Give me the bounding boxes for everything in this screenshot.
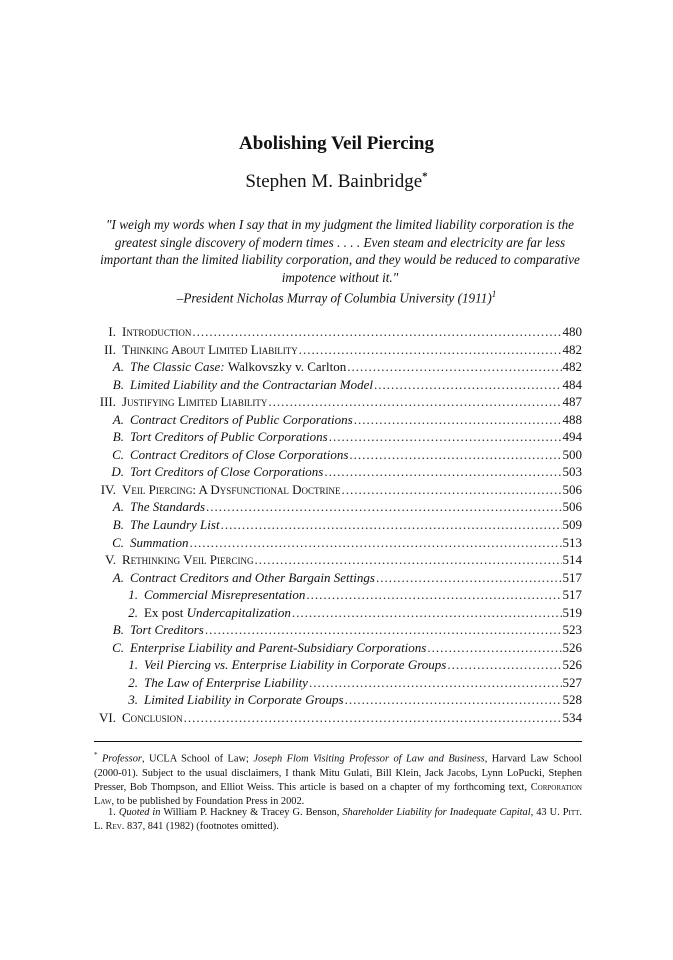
toc-entry-page: 488 (562, 411, 582, 427)
toc-entry-title (94, 393, 267, 411)
toc-entry[interactable] (94, 463, 582, 481)
toc-leader-dots (427, 639, 561, 657)
toc-entry-page: 519 (562, 604, 582, 620)
footnote-text: , to be published by Foundation Press in 2002. (111, 796, 305, 808)
author-name: Stephen M. Bainbridge (245, 171, 423, 192)
toc-entry[interactable] (94, 393, 582, 411)
toc-leader-dots (447, 656, 561, 674)
article-author (0, 171, 673, 193)
toc-entry[interactable] (94, 551, 582, 569)
toc-leader-dots (292, 604, 562, 622)
toc-entry[interactable] (94, 639, 582, 657)
footnote-text: , UCLA School of Law; (141, 753, 254, 765)
article-title: Abolishing Veil Piercing (239, 133, 434, 154)
toc-leader-dots (345, 691, 562, 709)
footnote-text: Quoted in (118, 807, 161, 818)
toc-entry-page: 494 (562, 429, 582, 445)
toc-entry-title (94, 656, 446, 674)
toc-entry-number: C. (112, 639, 124, 655)
toc-entry-page: 517 (562, 569, 582, 585)
footnote-text: Professor (101, 753, 142, 765)
toc-entry-title-text: Conclusion (122, 710, 183, 726)
toc-entry-number: D. (111, 464, 124, 480)
toc-entry-title (94, 639, 426, 657)
footnote-text: 837, 841 (1982) (footnotes omitted). (124, 821, 279, 833)
toc-entry-number: A. (112, 499, 124, 515)
toc-entry-page: 500 (562, 446, 582, 462)
toc-entry-number: 2. (128, 604, 138, 620)
toc-entry-title-text: Tort Creditors of Close Corporations (130, 464, 324, 480)
toc-entry[interactable] (94, 446, 582, 464)
toc-entry-title-text: Introduction (122, 324, 192, 339)
toc-entry-page: 528 (562, 692, 582, 708)
toc-leader-dots (190, 534, 562, 552)
toc-entry-title (94, 358, 346, 376)
toc-entry-number: B. (112, 376, 124, 392)
toc-leader-dots (354, 411, 562, 429)
toc-leader-dots (341, 481, 561, 499)
toc-entry-number: C. (112, 446, 124, 462)
toc-entry-title (94, 446, 348, 464)
toc-entry-title (94, 463, 323, 481)
footnote-text: Joseph Flom Visiting Professor of Law and Business (253, 753, 485, 765)
toc-entry-page: 482 (562, 341, 582, 357)
toc-entry-number: V. (105, 552, 116, 568)
toc-entry-number: C. (112, 534, 124, 550)
toc-entry-page: 509 (562, 517, 582, 533)
footnote-1 (94, 806, 582, 835)
toc-entry-title-text: The Laundry List (130, 517, 220, 533)
toc-entry-title-text: Tort Creditors (130, 622, 204, 638)
toc-entry[interactable] (94, 569, 582, 587)
toc-entry-number: III. (99, 394, 116, 410)
toc-leader-dots (192, 323, 561, 341)
toc-entry-title (94, 376, 373, 394)
footnote-text: Shareholder Liability for Inadequate Capital (342, 807, 531, 818)
toc-leader-dots (268, 393, 561, 411)
toc-entry[interactable] (94, 411, 582, 429)
toc-entry-number: A. (112, 359, 124, 375)
toc-entry-title-text: Undercapitalization (186, 604, 291, 620)
toc-entry-title-text: Summation (130, 534, 189, 550)
toc-entry[interactable] (94, 323, 582, 341)
footnote-author (94, 748, 582, 810)
footnote-number: 1. (108, 807, 116, 818)
toc-entry-title (94, 428, 328, 446)
toc-entry-number: A. (112, 569, 124, 585)
toc-entry-title (94, 411, 353, 429)
toc-entry-title-text: Tort Creditors of Public Corporations (130, 429, 328, 445)
epigraph-attribution (0, 289, 673, 306)
toc-entry[interactable] (94, 376, 582, 394)
toc-entry-page: 513 (562, 534, 582, 550)
toc-entry[interactable] (94, 341, 582, 359)
toc-leader-dots (206, 498, 562, 516)
footnote-text: Pitt. L. Rev. (94, 807, 582, 833)
toc-leader-dots (221, 516, 562, 534)
toc-entry-page: 487 (562, 394, 582, 410)
toc-entry-page: 517 (562, 587, 582, 603)
toc-entry-number: 1. (128, 657, 138, 673)
toc-entry-page: 526 (562, 657, 582, 673)
toc-entry-title-text: Justifying Limited Liability (122, 394, 268, 410)
footnote-text: , Harvard Law School (2000-01). Subject to the usual disclaimers, I thank Mitu Gulati, Bill Klein, Jack Jacobs, Lynn LoPucki, Stephen Presser, Bob Thompson, and Elliot Weiss. This article is based on a chapter of my forthcoming text, (94, 753, 582, 794)
attribution-footnote-mark: 1 (491, 289, 497, 299)
toc-entry-number: B. (112, 517, 124, 533)
toc-entry-number: B. (112, 429, 124, 445)
toc-entry-number: 3. (128, 692, 138, 708)
toc-entry-number: 1. (128, 587, 138, 603)
toc-entry-title-prefix: Ex post (144, 604, 187, 620)
toc-entry-title-text: The Law of Enterprise Liability (144, 674, 308, 690)
toc-leader-dots (374, 376, 561, 394)
toc-entry-number: 2. (128, 674, 138, 690)
toc-entry[interactable] (94, 358, 582, 376)
toc-entry[interactable] (94, 481, 582, 499)
toc-entry-number: B. (112, 622, 124, 638)
toc-entry-number: VI. (99, 710, 116, 726)
toc-entry[interactable] (94, 534, 582, 552)
toc-entry[interactable] (94, 709, 582, 727)
toc-entry-number: II. (104, 341, 116, 357)
toc-entry-title-text: Veil Piercing vs. Enterprise Liability in Corporate Groups (144, 657, 447, 673)
toc-entry-page: 526 (562, 639, 582, 655)
toc-entry[interactable] (94, 621, 582, 639)
toc-entry-title-text: The Standards (130, 499, 205, 515)
toc-entry-page: 523 (562, 622, 582, 638)
toc-leader-dots (329, 428, 562, 446)
toc-entry-title-text: Commercial Misrepresentation (144, 587, 306, 603)
toc-entry[interactable] (94, 656, 582, 674)
toc-entry-page: 503 (562, 464, 582, 480)
toc-entry-title-text: Limited Liability in Corporate Groups (144, 692, 344, 708)
toc-entry[interactable] (94, 586, 582, 604)
toc-entry[interactable] (94, 498, 582, 516)
toc-entry-page: 506 (562, 481, 582, 497)
toc-entry-title (94, 481, 340, 499)
toc-entry-title-text: Enterprise Liability and Parent-Subsidiary Corporations (130, 639, 427, 655)
toc-entry-title-text: Contract Creditors and Other Bargain Settings (130, 569, 375, 585)
toc-entry-title-text: Thinking About Limited Liability (122, 341, 298, 357)
toc-entry-page: 527 (562, 674, 582, 690)
toc-entry-title (94, 569, 375, 587)
toc-entry[interactable] (94, 604, 582, 622)
toc-entry-page: 480 (562, 324, 582, 339)
toc-entry[interactable] (94, 516, 582, 534)
toc-leader-dots (205, 621, 562, 639)
toc-entry-number: IV. (100, 481, 116, 497)
attribution-text: –President Nicholas Murray of Columbia University (1911) (176, 290, 492, 306)
author-footnote-mark: * (422, 170, 428, 183)
toc-leader-dots (184, 709, 562, 727)
toc-entry-case-name: Walkovszky v. Carlton (227, 359, 347, 375)
toc-entry-title-text: Limited Liability and the Contractarian Model (130, 376, 374, 392)
toc-leader-dots (324, 463, 561, 481)
toc-entry-title-text: Contract Creditors of Public Corporations (130, 411, 353, 427)
footnote-text: , 43 U. (530, 807, 563, 818)
toc-leader-dots (309, 674, 562, 692)
toc-leader-dots (376, 569, 562, 587)
footnote-mark: * (94, 751, 98, 759)
toc-leader-dots (347, 358, 561, 376)
table-of-contents (94, 323, 582, 727)
toc-leader-dots (349, 446, 561, 464)
toc-entry-title (94, 341, 298, 359)
toc-entry-number: I. (108, 324, 116, 339)
toc-entry-title-text: Veil Piercing: A Dysfunctional Doctrine (122, 481, 341, 497)
toc-entry-page: 484 (562, 376, 582, 392)
toc-entry-page: 534 (562, 710, 582, 726)
footnote-text: William P. Hackney & Tracey G. Benson, (160, 807, 343, 818)
toc-entry-page: 506 (562, 499, 582, 515)
toc-leader-dots (255, 551, 562, 569)
epigraph-quote: "I weigh my words when I say that in my judgment the limited liability corporation is the greatest single discovery of modern times . . . . Even steam and electricity are far less important than the limited liability corporation, and they would be reduced to comparative impotence without it." (100, 217, 580, 285)
toc-entry-title (94, 551, 254, 569)
toc-entry-title-text: The Classic Case: (130, 359, 228, 375)
footnote-divider (94, 741, 582, 742)
toc-entry[interactable] (94, 428, 582, 446)
toc-entry-number: A. (112, 411, 124, 427)
toc-entry[interactable] (94, 691, 582, 709)
toc-entry[interactable] (94, 674, 582, 692)
toc-entry-page: 514 (562, 552, 582, 568)
toc-entry-title-text: Rethinking Veil Piercing (122, 552, 254, 568)
footnote-text: Corporation Law (94, 782, 582, 808)
toc-leader-dots (306, 586, 561, 604)
toc-leader-dots (299, 341, 562, 359)
toc-entry-title-text: Contract Creditors of Close Corporations (130, 446, 349, 462)
toc-entry-page: 482 (562, 359, 582, 375)
